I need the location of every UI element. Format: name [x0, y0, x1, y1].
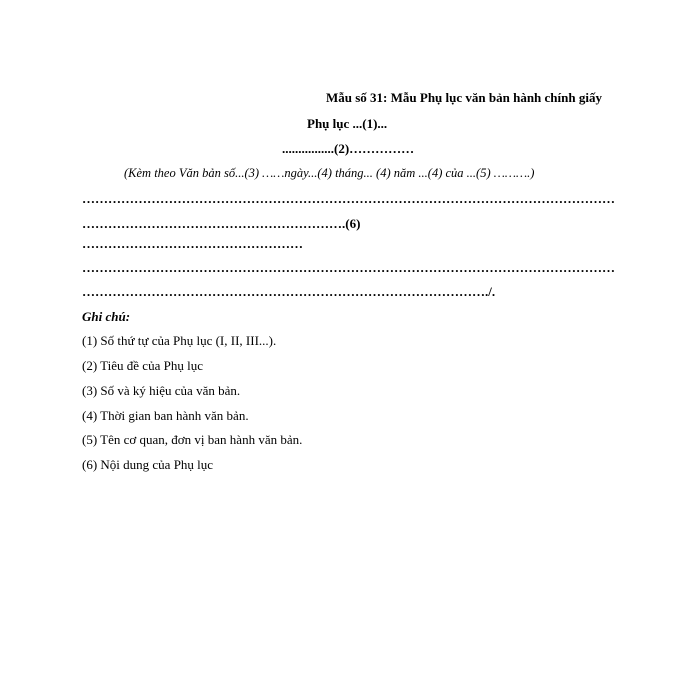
appendix-title: ................(2)…………… — [282, 141, 415, 156]
content-line: …………………………………………………………………………………./. — [82, 284, 496, 299]
note-item: (4) Thời gian ban hành văn bản. — [82, 408, 249, 423]
note-item: (5) Tên cơ quan, đơn vị ban hành văn bản. — [82, 432, 303, 447]
notes-heading: Ghi chú: — [82, 309, 131, 324]
note-item: (1) Số thứ tự của Phụ lục (I, II, III...). — [82, 333, 277, 348]
form-title: Mẫu số 31: Mẫu Phụ lục văn bản hành chính giấy — [326, 90, 602, 105]
content-line: …………………………………………………….(6) — [82, 216, 361, 231]
content-line: …………………………………………………………………………………………………………… — [82, 260, 615, 275]
content-line: …………………………………………… — [82, 236, 303, 251]
note-item: (3) Số và ký hiệu của văn bản. — [82, 383, 241, 398]
appendix-number: Phụ lục ...(1)... — [307, 116, 388, 131]
note-item: (6) Nội dung của Phụ lục — [82, 457, 214, 472]
note-item: (2) Tiêu đề của Phụ lục — [82, 358, 203, 373]
content-line: …………………………………………………………………………………………………………… — [82, 191, 615, 206]
attachment-line: (Kèm theo Văn bản số...(3) ……ngày...(4) tháng... (4) năm ...(4) của ...(5) ……….) — [124, 166, 535, 180]
